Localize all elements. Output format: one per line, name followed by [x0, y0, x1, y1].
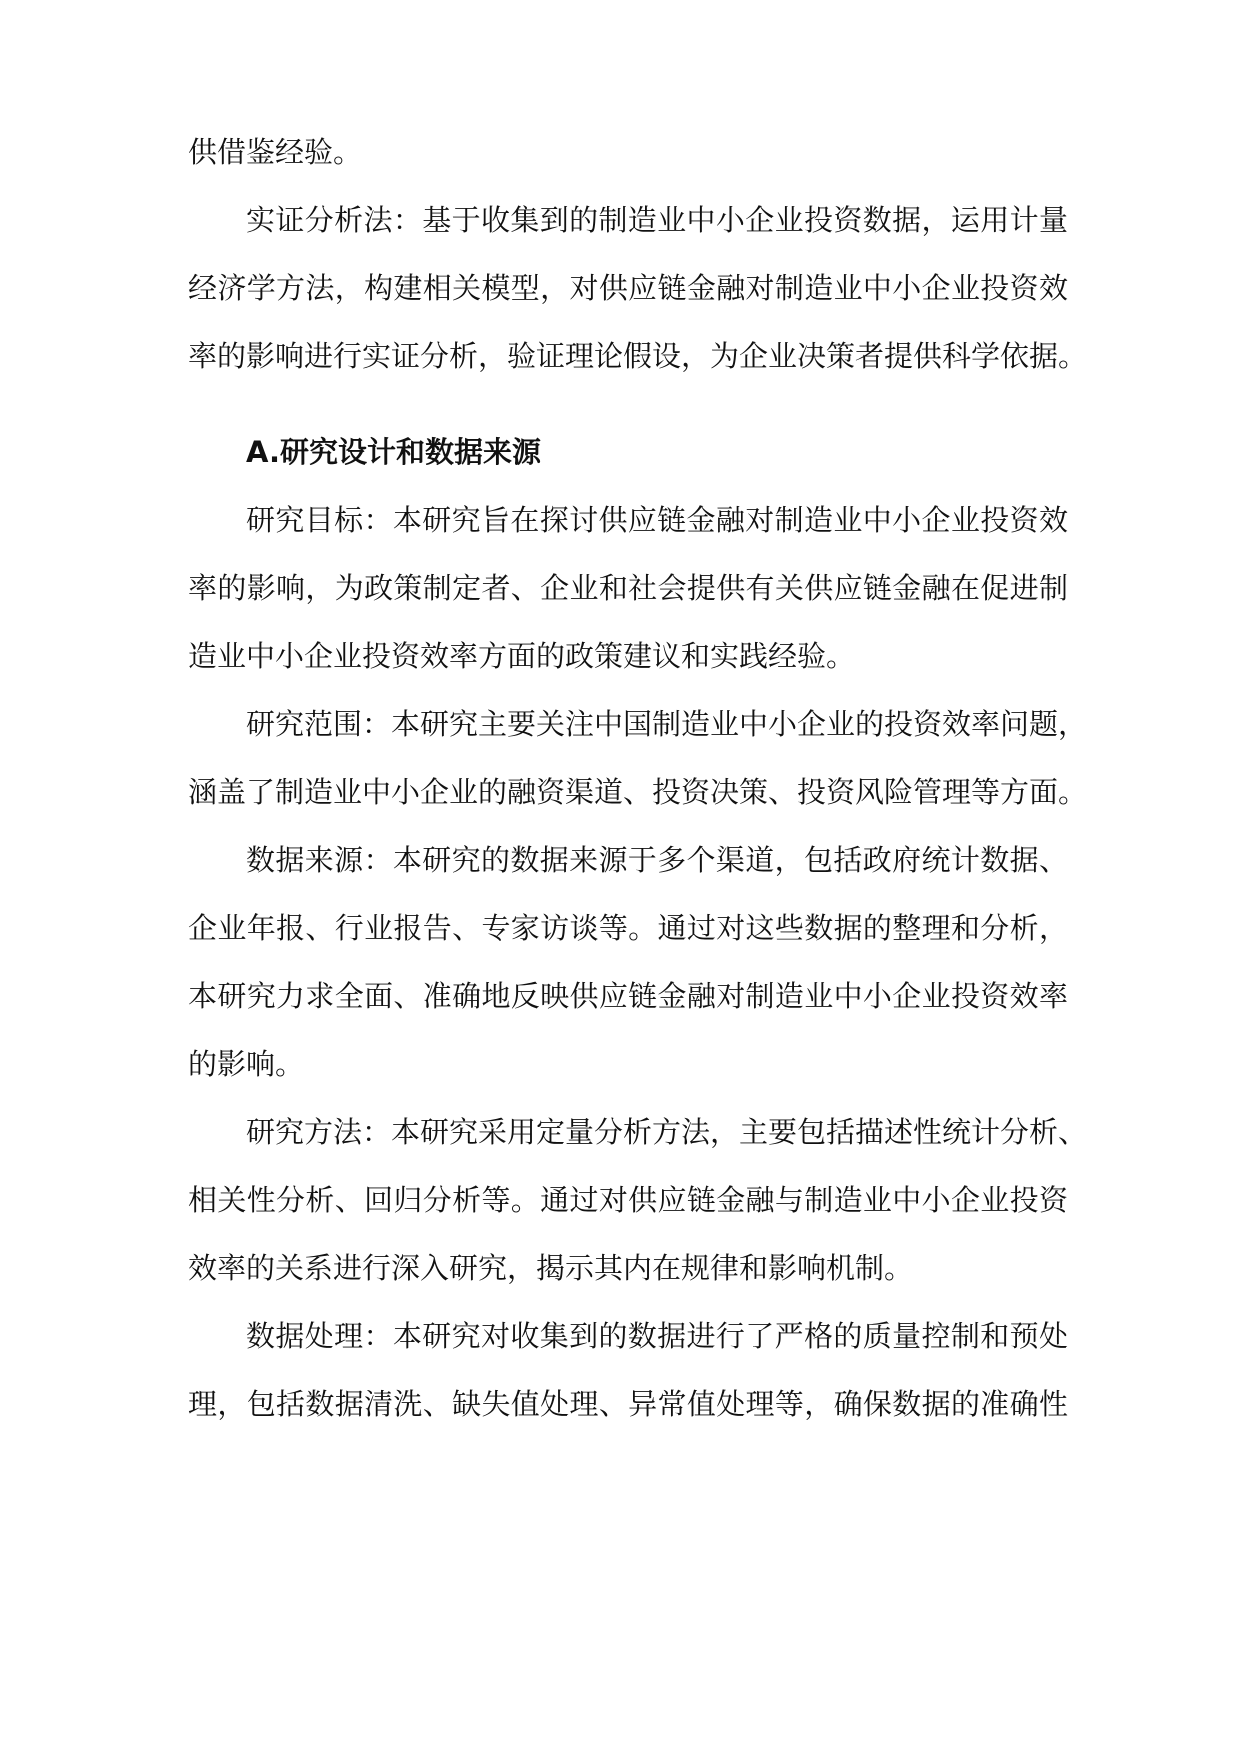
paragraph-line: 实证分析法：基于收集到的制造业中小企业投资数据，运用计量 — [246, 203, 1068, 237]
paragraph-line: 相关性分析、回归分析等。通过对供应链金融与制造业中小企业投资 — [188, 1183, 1068, 1217]
paragraph-line: 涵盖了制造业中小企业的融资渠道、投资决策、投资风险管理等方面。 — [188, 775, 1088, 809]
paragraph-line: 供借鉴经验。 — [188, 135, 363, 169]
paragraph-line: 研究方法：本研究采用定量分析方法，主要包括描述性统计分析、 — [246, 1115, 1088, 1149]
paragraph-line: 理，包括数据清洗、缺失值处理、异常值处理等，确保数据的准确性 — [188, 1387, 1068, 1421]
paragraph-line: 效率的关系进行深入研究，揭示其内在规律和影响机制。 — [188, 1251, 914, 1285]
paragraph-line: 研究目标：本研究旨在探讨供应链金融对制造业中小企业投资效 — [246, 503, 1068, 537]
paragraph-line: 研究范围：本研究主要关注中国制造业中小企业的投资效率问题， — [246, 707, 1088, 741]
paragraph-line: 数据来源：本研究的数据来源于多个渠道，包括政府统计数据、 — [246, 843, 1068, 877]
paragraph-line: 数据处理：本研究对收集到的数据进行了严格的质量控制和预处 — [246, 1319, 1068, 1353]
paragraph-line: 率的影响，为政策制定者、企业和社会提供有关供应链金融在促进制 — [188, 571, 1068, 605]
paragraph-line: 本研究力求全面、准确地反映供应链金融对制造业中小企业投资效率 — [188, 979, 1068, 1013]
section-heading: A.研究设计和数据来源 — [246, 435, 541, 469]
paragraph-line: 的影响。 — [188, 1047, 305, 1081]
paragraph-line: 造业中小企业投资效率方面的政策建议和实践经验。 — [188, 639, 856, 673]
paragraph-line: 企业年报、行业报告、专家访谈等。通过对这些数据的整理和分析， — [188, 911, 1068, 945]
paragraph-line: 率的影响进行实证分析，验证理论假设，为企业决策者提供科学依据。 — [188, 339, 1088, 373]
paragraph-line: 经济学方法，构建相关模型，对供应链金融对制造业中小企业投资效 — [188, 271, 1068, 305]
